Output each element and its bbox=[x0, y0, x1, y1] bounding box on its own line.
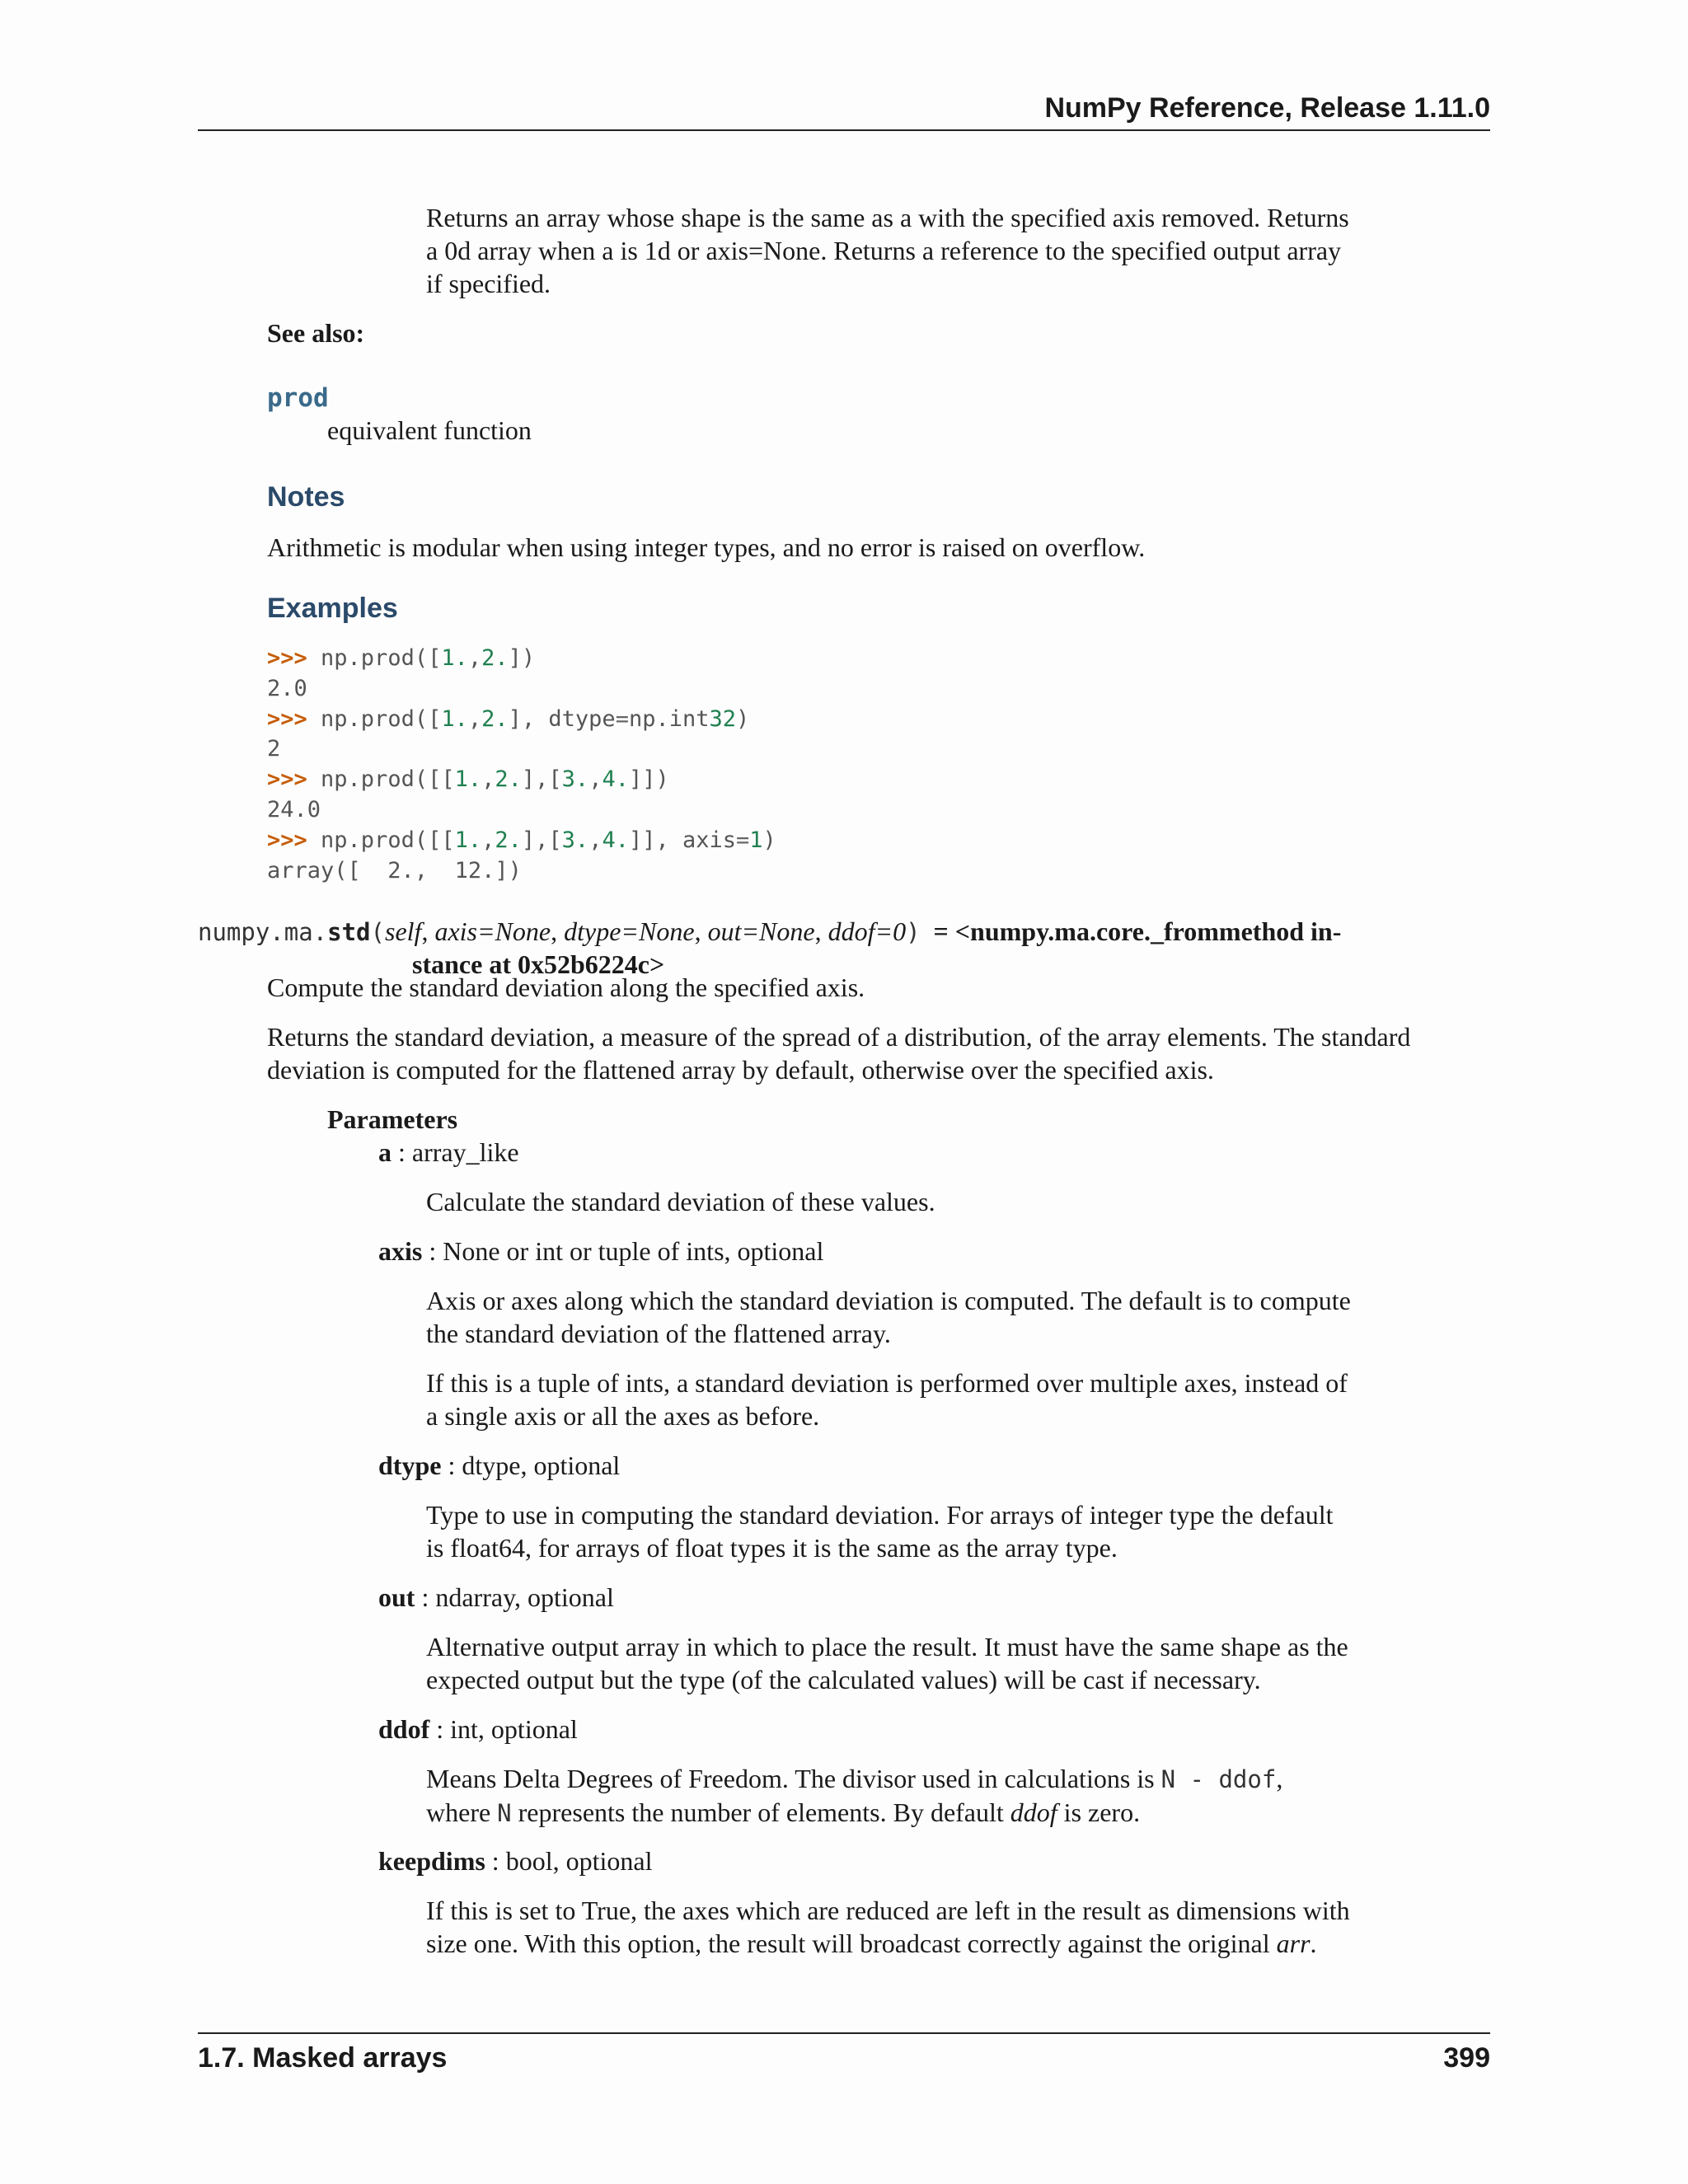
text-span: represents the number of elements. By default bbox=[511, 1797, 1010, 1827]
param-name: ddof bbox=[378, 1714, 430, 1744]
param-a bbox=[378, 1136, 519, 1169]
text-line: a 0d array when a is 1d or axis=None. Returns a reference to the specified output array bbox=[426, 236, 1342, 265]
header-rule bbox=[198, 129, 1490, 131]
text-line: the standard deviation of the flattened array. bbox=[426, 1319, 891, 1348]
param-a-description bbox=[426, 1185, 1382, 1218]
signature-arg: out=None bbox=[707, 916, 815, 946]
text-line: expected output but the type (of the calculated values) will be cast if necessary. bbox=[426, 1665, 1261, 1694]
text-span: where bbox=[426, 1797, 498, 1827]
text-line: If this is set to True, the axes which are reduced are left in the result as dimensions with bbox=[426, 1896, 1350, 1925]
signature-arg: ddof=0 bbox=[828, 916, 907, 946]
param-keepdims bbox=[378, 1844, 652, 1877]
signature-arg: dtype=None bbox=[564, 916, 695, 946]
text-line: deviation is computed for the flattened array by default, otherwise over the specified axis. bbox=[267, 1055, 1214, 1085]
code-input-line: >>> np.prod([[1.,2.],[3.,4.]]) bbox=[267, 766, 669, 793]
text-line: Axis or axes along which the standard deviation is computed. The default is to compute bbox=[426, 1286, 1351, 1315]
see-also-link-prod[interactable]: prod bbox=[267, 383, 329, 413]
std-description bbox=[267, 1020, 1410, 1086]
std-summary: Compute the standard deviation along the specified axis. bbox=[267, 972, 865, 1002]
text-span: Means Delta Degrees of Freedom. The divisor used in calculations is bbox=[426, 1764, 1161, 1793]
text-line: Type to use in computing the standard deviation. For arrays of integer type the default bbox=[426, 1500, 1334, 1530]
code-output-line: 2 bbox=[267, 736, 281, 762]
text-line bbox=[426, 1796, 1382, 1830]
code-output-line: array([ 2., 12.]) bbox=[267, 857, 522, 883]
see-also-description: equivalent function bbox=[327, 415, 532, 445]
param-name: a bbox=[378, 1137, 392, 1167]
signature-open-paren: ( bbox=[370, 918, 385, 946]
param-name: out bbox=[378, 1582, 415, 1612]
param-name: axis bbox=[378, 1236, 423, 1266]
param-out-description bbox=[426, 1630, 1382, 1696]
signature-module: numpy.ma. bbox=[198, 918, 328, 946]
text-line: Returns the standard deviation, a measure of the spread of a distribution, of the array elements. The standard bbox=[267, 1022, 1411, 1052]
inline-code: N bbox=[497, 1799, 512, 1827]
footer-rule bbox=[198, 2032, 1490, 2034]
param-type: : ndarray, optional bbox=[415, 1582, 614, 1612]
notes-heading: Notes bbox=[267, 481, 345, 513]
param-axis-description-2 bbox=[426, 1366, 1382, 1432]
signature-value-continuation: stance at 0x52b6224c> bbox=[412, 949, 665, 979]
text-line: Alternative output array in which to place the result. It must have the same shape as the bbox=[426, 1632, 1348, 1661]
signature-arg: axis=None bbox=[434, 916, 551, 946]
param-axis bbox=[378, 1235, 823, 1268]
text-line: If this is a tuple of ints, a standard deviation is performed over multiple axes, instead of bbox=[426, 1368, 1348, 1398]
footer-section-title: 1.7. Masked arrays bbox=[198, 2042, 448, 2074]
text-line bbox=[426, 1762, 1382, 1796]
function-signature: numpy.ma.std(self, axis=None, dtype=None, out=None, ddof=0) = <numpy.ma.core._frommethod in- bbox=[198, 916, 1342, 946]
param-type: : bool, optional bbox=[485, 1846, 653, 1876]
text-line: if specified. bbox=[426, 269, 551, 298]
param-out bbox=[378, 1581, 614, 1614]
running-header: NumPy Reference, Release 1.11.0 bbox=[1044, 92, 1490, 124]
text-span: size one. With this option, the result will broadcast correctly against the original bbox=[426, 1929, 1277, 1958]
code-input-line: >>> np.prod([[1.,2.],[3.,4.]], axis=1) bbox=[267, 827, 776, 853]
inline-code: N - ddof bbox=[1160, 1765, 1277, 1793]
text-line: a single axis or all the axes as before. bbox=[426, 1401, 820, 1431]
param-type: : None or int or tuple of ints, optional bbox=[422, 1236, 824, 1266]
text-line: is float64, for arrays of float types it is the same as the array type. bbox=[426, 1533, 1118, 1563]
param-type: : array_like bbox=[392, 1137, 519, 1167]
code-prompt: >>> bbox=[267, 827, 307, 853]
code-input-line: >>> np.prod([1.,2.]) bbox=[267, 645, 536, 671]
signature-function-name: std bbox=[327, 918, 371, 946]
param-name: keepdims bbox=[378, 1846, 485, 1876]
returns-description bbox=[426, 201, 1349, 300]
notes-text: Arithmetic is modular when using integer types, and no error is raised on overflow. bbox=[267, 532, 1146, 562]
text-span: . bbox=[1310, 1929, 1317, 1958]
text-line: Returns an array whose shape is the same as a with the specified axis removed. Returns bbox=[426, 203, 1349, 232]
signature-arg: self bbox=[385, 916, 422, 946]
emphasis: ddof bbox=[1010, 1797, 1057, 1827]
emphasis: arr bbox=[1276, 1929, 1311, 1958]
code-prompt: >>> bbox=[267, 705, 307, 732]
param-dtype-description bbox=[426, 1498, 1382, 1564]
code-output-line: 24.0 bbox=[267, 796, 321, 823]
parameters-label: Parameters bbox=[327, 1104, 458, 1134]
page-number: 399 bbox=[1443, 2042, 1490, 2074]
param-keepdims-description bbox=[426, 1894, 1382, 1960]
code-input-line: >>> np.prod([1.,2.], dtype=np.int32) bbox=[267, 705, 750, 732]
see-also-label: See also: bbox=[267, 318, 365, 348]
param-type: : dtype, optional bbox=[441, 1451, 621, 1480]
param-type: : int, optional bbox=[429, 1714, 578, 1744]
text-line bbox=[426, 1927, 1382, 1960]
param-dtype bbox=[378, 1449, 620, 1482]
signature-close-paren: ) bbox=[906, 918, 921, 946]
code-prompt: >>> bbox=[267, 766, 307, 793]
text-span: , bbox=[1276, 1764, 1283, 1793]
text-line: Calculate the standard deviation of these values. bbox=[426, 1187, 935, 1216]
examples-heading: Examples bbox=[267, 593, 398, 624]
examples-code-block bbox=[267, 644, 776, 886]
param-ddof-description bbox=[426, 1762, 1382, 1830]
param-axis-description bbox=[426, 1284, 1382, 1350]
code-prompt: >>> bbox=[267, 645, 307, 671]
param-ddof bbox=[378, 1713, 578, 1746]
signature-value: = <numpy.ma.core._frommethod in- bbox=[933, 916, 1342, 946]
text-span: is zero. bbox=[1057, 1797, 1141, 1827]
param-name: dtype bbox=[378, 1451, 442, 1480]
code-output-line: 2.0 bbox=[267, 675, 307, 701]
